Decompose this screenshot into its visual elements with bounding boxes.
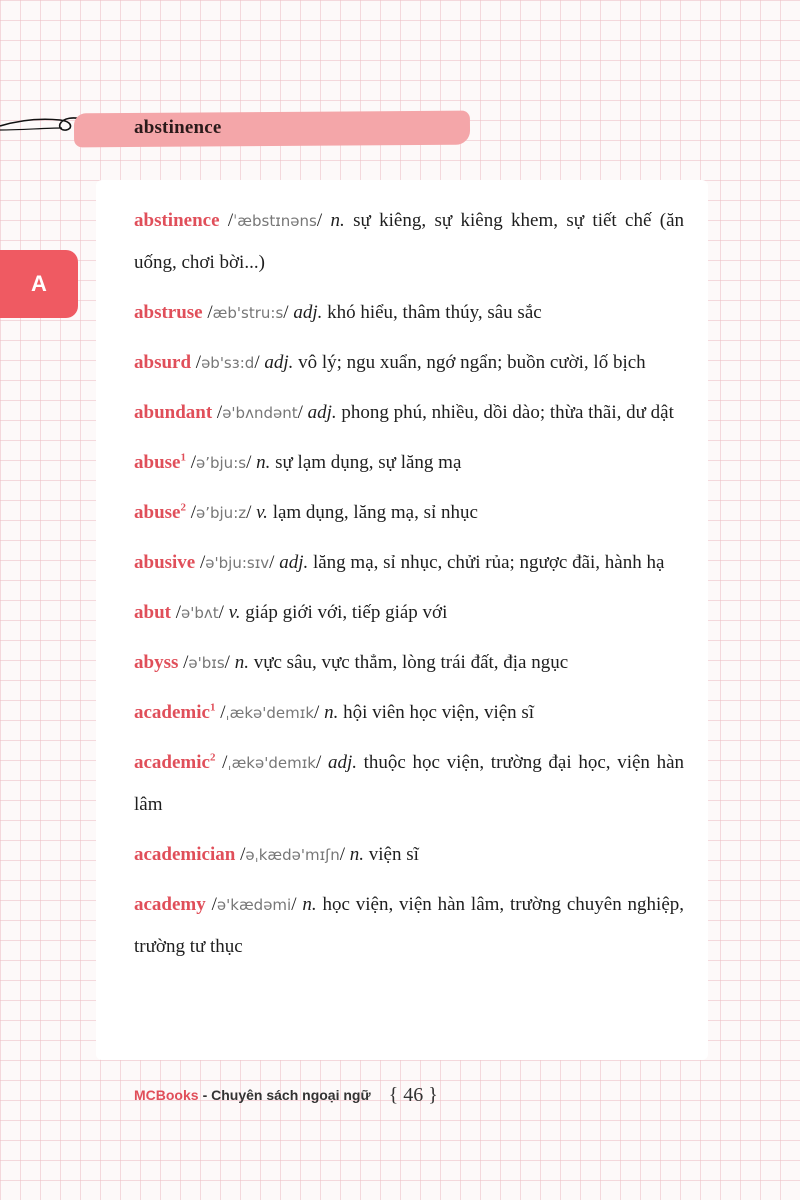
dictionary-entry: abut /ə'bʌt/ v. giáp giới với, tiếp giáp với: [134, 602, 448, 623]
dictionary-entries: [134, 200, 684, 976]
dictionary-entry: abundant /ə'bʌndənt/ adj. phong phú, nhiều, dồi dào; thừa thãi, dư dật: [134, 402, 674, 423]
headword-text: abut: [134, 602, 171, 623]
part-of-speech: n.: [302, 894, 317, 915]
definition: viện sĩ: [368, 844, 419, 865]
dictionary-entry: academic$^2$ /ˌækə'demɪk/ adj. thuộc học viện, trường đại học, viện hàn lâm: [134, 751, 685, 815]
pronunciation: ə'bʌndənt: [222, 404, 298, 422]
headword: [134, 210, 220, 231]
headword-text: absurd: [134, 352, 192, 373]
definition: học viện, viện hàn lâm, trường chuyên nghiệp, trường tư thục: [134, 894, 685, 957]
pronunciation: ˌækə'demɪk: [227, 754, 316, 772]
part-of-speech: adj.: [264, 352, 294, 373]
headword: [134, 752, 215, 773]
pronunciation: ə'bɪs: [188, 654, 225, 672]
pronunciation: əb'sɜ:d: [201, 354, 255, 372]
publisher-brand: MCBooks: [134, 1087, 199, 1103]
headword-text: abuse: [134, 502, 181, 523]
pronunciation: ə'kædəmi: [216, 896, 292, 914]
headword-text: abstruse: [134, 302, 203, 323]
dictionary-entry: abstruse /æb'stru:s/ adj. khó hiểu, thâm thúy, sâu sắc: [134, 302, 542, 323]
pronunciation: ə’bju:z: [196, 504, 247, 522]
dictionary-entry: academy /ə'kædəmi/ n. học viện, viện hàn lâm, trường chuyên nghiệp, trường tư thục: [134, 894, 685, 957]
headword-text: academy: [134, 894, 206, 915]
dictionary-entry: academician /əˌkædə'mɪʃn/ n. viện sĩ: [134, 844, 419, 865]
definition: vực sâu, vực thẳm, lòng trái đất, địa ngục: [253, 652, 569, 673]
pronunciation: ə’bju:s: [196, 454, 247, 472]
part-of-speech: adj.: [327, 752, 357, 773]
dictionary-entry: abuse$^1$ /ə’bju:s/ n. sự lạm dụng, sự lăng mạ: [134, 451, 462, 473]
pronunciation: ə'bju:sɪv: [205, 554, 270, 572]
headword: [134, 894, 206, 915]
part-of-speech: n.: [234, 652, 249, 673]
definition: hội viên học viện, viện sĩ: [343, 702, 535, 723]
part-of-speech: adj.: [307, 402, 337, 423]
headword: [134, 702, 215, 723]
headword-text: academician: [134, 844, 236, 865]
definition: lăng mạ, sỉ nhục, chửi rủa; ngược đãi, hành hạ: [312, 552, 665, 573]
headword-text: abuse: [134, 452, 181, 473]
pronunciation: əˌkædə'mɪʃn: [245, 846, 340, 864]
headword-text: abyss: [134, 652, 179, 673]
page-number: { 46 }: [388, 1083, 438, 1106]
definition: vô lý; ngu xuẩn, ngớ ngẩn; buồn cười, lố bịch: [298, 352, 646, 373]
part-of-speech: adj.: [293, 302, 323, 323]
definition: khó hiểu, thâm thúy, sâu sắc: [327, 302, 542, 323]
publisher-tagline: - Chuyên sách ngoại ngữ: [202, 1087, 371, 1103]
definition: giáp giới với, tiếp giáp với: [245, 602, 448, 623]
headword: [134, 552, 195, 573]
page-number-value: 46: [403, 1083, 424, 1106]
homonym-index: 1: [180, 451, 186, 464]
homonym-index: 2: [209, 751, 216, 764]
pronunciation: æb'stru:s: [212, 304, 284, 322]
headword: [134, 452, 186, 473]
definition: sự lạm dụng, sự lăng mạ: [275, 452, 462, 473]
headword: [134, 502, 186, 523]
dictionary-entry: abstinence /ˈæbstɪnəns/ n. sự kiêng, sự kiêng khem, sự tiết chế (ăn uống, chơi bời...): [134, 210, 685, 273]
page-footer: [134, 1080, 438, 1110]
headword: [134, 302, 203, 323]
dictionary-entry: abusive /ə'bju:sɪv/ adj. lăng mạ, sỉ nhục, chửi rủa; ngược đãi, hành hạ: [134, 552, 665, 573]
part-of-speech: n.: [256, 452, 271, 473]
dictionary-entry: abuse$^2$ /ə’bju:z/ v. lạm dụng, lăng mạ, sỉ nhục: [134, 501, 478, 523]
part-of-speech: n.: [324, 702, 339, 723]
headword: [134, 352, 191, 373]
pronunciation: ˈæbstɪnəns: [233, 212, 317, 230]
homonym-index: 1: [209, 701, 216, 714]
headword-text: academic: [134, 752, 210, 773]
dictionary-entry: academic$^1$ /ˌækə'demɪk/ n. hội viên học viện, viện sĩ: [134, 701, 535, 723]
part-of-speech: v.: [228, 602, 241, 623]
definition: thuộc học viện, trường đại học, viện hàn lâm: [134, 752, 685, 815]
part-of-speech: adj.: [279, 552, 309, 573]
headword-text: abstinence: [134, 210, 220, 231]
homonym-index: 2: [180, 501, 186, 514]
part-of-speech: n.: [349, 844, 365, 865]
section-letter-tab: [0, 250, 78, 318]
pronunciation: ə'bʌt: [181, 604, 219, 622]
dictionary-entry: abyss /ə'bɪs/ n. vực sâu, vực thẳm, lòng trái đất, địa ngục: [134, 652, 569, 673]
part-of-speech: v.: [256, 502, 268, 523]
pronunciation: ˌækə'demɪk: [225, 704, 315, 722]
running-header: abstinence: [134, 117, 222, 138]
section-letter: A: [31, 271, 47, 296]
headword-text: academic: [134, 702, 210, 723]
headword-text: abusive: [134, 552, 196, 573]
part-of-speech: n.: [330, 210, 345, 231]
definition: phong phú, nhiều, dồi dào; thừa thãi, dư dật: [341, 402, 674, 423]
headword: [134, 602, 171, 623]
headword: [134, 402, 212, 423]
definition: sự kiêng, sự kiêng khem, sự tiết chế (ăn uống, chơi bời...): [134, 210, 685, 273]
headword-text: abundant: [134, 402, 213, 423]
headword: [134, 844, 235, 865]
dictionary-entry: absurd /əb'sɜ:d/ adj. vô lý; ngu xuẩn, ngớ ngẩn; buồn cười, lố bịch: [134, 352, 646, 373]
headword: [134, 652, 178, 673]
definition: lạm dụng, lăng mạ, sỉ nhục: [272, 502, 478, 523]
